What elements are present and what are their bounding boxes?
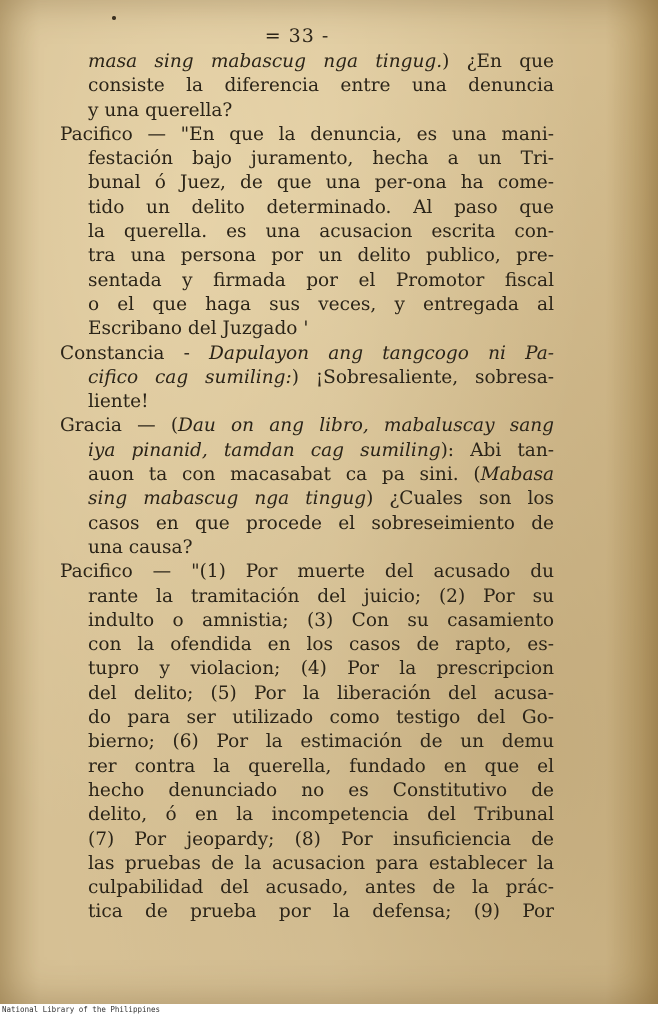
- text-run: tica de prueba por la defensa; (9) Por: [88, 901, 554, 923]
- text-line: [60, 463, 554, 487]
- text-line: [60, 633, 554, 657]
- text-line: [60, 803, 554, 827]
- text-line: [60, 536, 554, 560]
- text-run: Escribano del Juzgado ': [88, 318, 309, 340]
- text-line: [60, 147, 554, 171]
- text-run: ): Abi tan-: [440, 439, 554, 461]
- text-run: y una querella?: [88, 99, 233, 121]
- text-line: [60, 779, 554, 803]
- text-run: Pacifico — "En que la denuncia, es una mani-: [60, 123, 554, 145]
- text-line: [60, 585, 554, 609]
- text-line: [60, 560, 554, 584]
- text-line: [60, 220, 554, 244]
- text-line: [60, 755, 554, 779]
- text-line: [60, 439, 554, 463]
- text-line: [60, 657, 554, 681]
- text-run: liente!: [88, 391, 149, 413]
- text-line: [60, 852, 554, 876]
- ink-speck: [112, 16, 116, 20]
- text-line: [60, 609, 554, 633]
- text-line: [60, 269, 554, 293]
- text-line: [60, 487, 554, 511]
- text-run: ) ¿En que: [442, 51, 554, 72]
- text-run: delito, ó en la incompetencia del Tribunal: [88, 804, 554, 826]
- text-run: con la ofendida en los casos de rapto, es-: [88, 634, 554, 656]
- italic-run: Dau on ang libro, mabaluscay sang: [178, 415, 555, 437]
- text-line: [60, 196, 554, 220]
- page-number: = 33 -: [264, 25, 330, 47]
- text-run: Pacifico — "(1) Por muerte del acusado du: [60, 561, 554, 583]
- italic-run: cifico cag sumiling:: [88, 366, 292, 388]
- text-run: rante la tramitación del juicio; (2) Por su: [88, 585, 554, 607]
- text-run: del delito; (5) Por la liberación del acusa-: [88, 682, 554, 704]
- text-run: rer contra la querella, fundado en que el: [88, 755, 554, 777]
- text-line: [60, 876, 554, 900]
- text-line: [60, 123, 554, 147]
- text-line: [60, 414, 554, 438]
- text-run: (7) Por jeopardy; (8) Por insuficiencia de: [88, 828, 554, 850]
- text-run: las pruebas de la acusacion para establecer la: [88, 852, 554, 874]
- text-run: ) ¿Cuales son los: [366, 488, 554, 510]
- text-line: [60, 828, 554, 852]
- text-line: [60, 342, 554, 366]
- text-run: festación bajo juramento, hecha a un Tri-: [88, 148, 554, 170]
- italic-run: iya pinanid, tamdan cag sumiling: [88, 439, 441, 461]
- text-run: culpabilidad del acusado, antes de la prác-: [88, 877, 554, 899]
- text-line: [60, 366, 554, 390]
- library-credit: National Library of the Philippines: [2, 1005, 161, 1014]
- text-run: do para ser utilizado como testigo del Go-: [88, 707, 554, 729]
- text-line: [60, 293, 554, 317]
- italic-run: Dapulayon ang tangcogo ni Pa-: [209, 342, 554, 364]
- text-run: tra una persona por un delito publico, pre-: [88, 245, 554, 267]
- text-run: consiste la diferencia entre una denuncia: [88, 75, 554, 97]
- text-run: tido un delito determinado. Al paso que: [88, 196, 554, 218]
- text-line: [60, 99, 554, 123]
- text-line: [60, 244, 554, 268]
- text-run: casos en que procede el sobreseimiento de: [88, 512, 554, 534]
- text-run: tupro y violacion; (4) Por la prescripcion: [88, 658, 554, 680]
- text-run: o el que haga sus veces, y entregada al: [88, 293, 554, 315]
- text-run: bierno; (6) Por la estimación de un demu: [88, 731, 554, 753]
- text-line: [60, 682, 554, 706]
- italic-run: masa sing mabascug nga tingug.: [88, 51, 443, 72]
- text-run: bunal ó Juez, de que una per-ona ha come-: [88, 172, 554, 194]
- text-run: sentada y firmada por el Promotor fiscal: [88, 269, 554, 291]
- text-lines: [60, 50, 554, 925]
- text-run: Constancia -: [60, 342, 209, 364]
- text-run: una causa?: [88, 536, 193, 558]
- text-line: [60, 900, 554, 924]
- text-line: [60, 50, 554, 74]
- italic-run: sing mabascug nga tingug: [88, 488, 367, 510]
- text-line: [60, 171, 554, 195]
- text-run: Gracia — (: [60, 415, 179, 437]
- text-line: [60, 706, 554, 730]
- text-run: auon ta con macasabat ca pa sini. (: [88, 464, 481, 486]
- text-line: [60, 390, 554, 414]
- page-text: [60, 24, 554, 925]
- text-line: [60, 74, 554, 98]
- text-line: [60, 730, 554, 754]
- text-run: indulto o amnistia; (3) Con su casamiento: [88, 609, 554, 631]
- italic-run: Mabasa: [480, 464, 554, 486]
- text-run: hecho denunciado no es Constitutivo de: [88, 779, 554, 801]
- text-run: ) ¡Sobresaliente, sobresa-: [291, 366, 554, 388]
- text-line: [60, 317, 554, 341]
- text-line: [60, 512, 554, 536]
- text-run: la querella. es una acusacion escrita con-: [88, 221, 554, 243]
